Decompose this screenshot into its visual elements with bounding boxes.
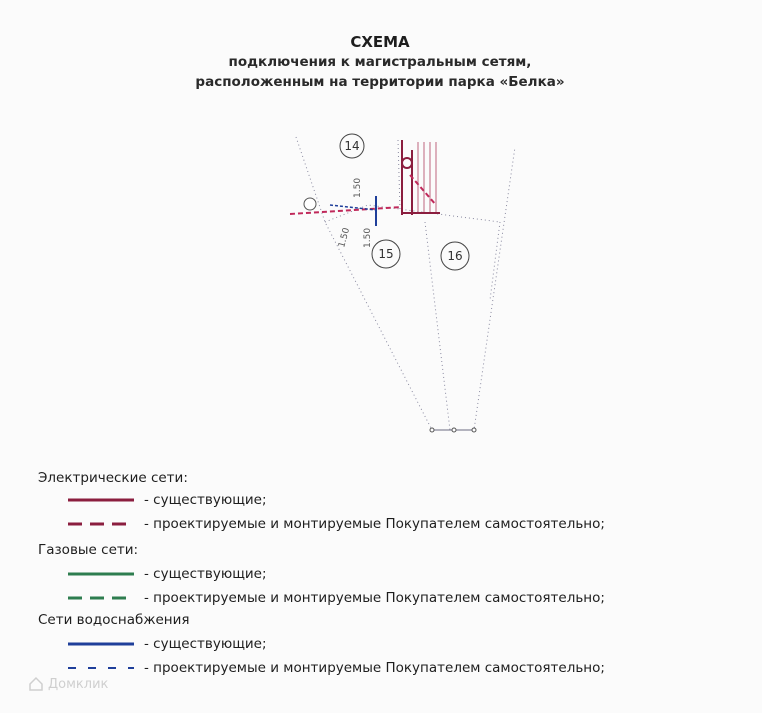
legend-electric-planned-label: - проектируемые и монтируемые Покупателем самостоятельно; [144, 516, 605, 532]
legend-electric-planned [68, 516, 605, 532]
plot-label-15: 15 [378, 247, 394, 261]
subtitle-line-2: расположенным на территории парка «Белка» [195, 74, 565, 90]
plot-label-14: 14 [344, 139, 360, 153]
electric-existing-swatch [68, 497, 134, 503]
electric-planned-swatch [68, 521, 134, 527]
boundary-14 [398, 140, 400, 210]
gas-existing-swatch [68, 571, 134, 577]
subtitle-line-1: подключения к магистральным сетям, [228, 54, 532, 70]
water-existing-swatch [68, 641, 134, 647]
legend-gas-title: Газовые сети: [38, 542, 139, 558]
legend-water-title: Сети водоснабжения [38, 612, 190, 628]
house-icon [28, 676, 44, 692]
legend-gas-existing [68, 566, 267, 582]
legend-gas-planned [68, 590, 605, 606]
outer-boundary [296, 137, 515, 430]
legend-electric-existing [68, 492, 267, 508]
dimension-label: 1.50 [363, 227, 373, 248]
legend-gas-planned-label: - проектируемые и монтируемые Покупателем самостоятельно; [144, 590, 605, 606]
plot-boundaries [296, 137, 515, 430]
page-title: СХЕМА [350, 33, 410, 51]
legend-water-existing-label: - существующие; [144, 636, 267, 652]
legend-water-planned-label: - проектируемые и монтируемые Покупателем самостоятельно; [144, 660, 605, 676]
survey-point [472, 428, 476, 432]
legend-electric-title: Электрические сети: [38, 470, 188, 486]
electric-existing-lines [402, 140, 440, 215]
connection-node [304, 198, 316, 210]
boundary-15-16 [425, 222, 450, 430]
gas-planned-swatch [68, 595, 134, 601]
legend-electric-existing-label: - существующие; [144, 492, 267, 508]
plot-label-16: 16 [447, 249, 463, 263]
legend-gas-existing-label: - существующие; [144, 566, 267, 582]
watermark [28, 676, 108, 692]
dimension-label: 1.50 [353, 177, 363, 198]
survey-point [452, 428, 456, 432]
water-planned-swatch [68, 665, 134, 671]
watermark-text: Домклик [48, 676, 109, 692]
water-planned-lines [330, 205, 376, 210]
legend-water-planned [68, 660, 605, 676]
survey-point [430, 428, 434, 432]
dimension-label: 1.50 [337, 226, 353, 249]
legend-water-existing [68, 636, 267, 652]
